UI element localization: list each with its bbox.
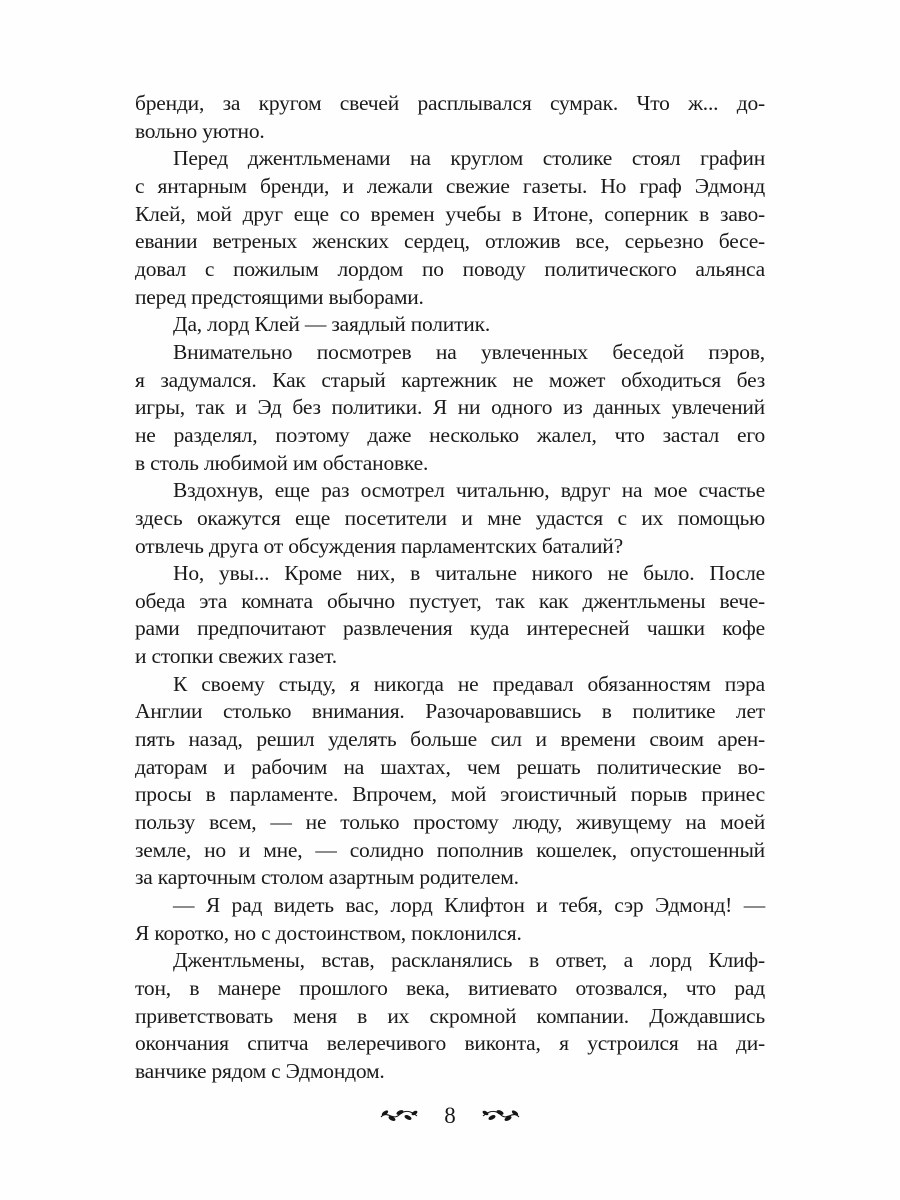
text-line: евании ветреных женских сердец, отложив все, серьезно бесе- xyxy=(135,229,765,254)
text-line: — Я рад видеть вас, лорд Клифтон и тебя, сэр Эдмонд! — xyxy=(173,893,765,918)
paragraph xyxy=(135,477,765,560)
paragraph xyxy=(135,892,765,947)
paragraph xyxy=(135,560,765,671)
text-line: игры, так и Эд без политики. Я ни одного из данных увлечений xyxy=(135,395,765,420)
text-line: тон, в манере прошлого века, витиевато отозвался, что рад xyxy=(135,976,765,1000)
paragraph xyxy=(135,671,765,892)
text-line: пять назад, решил уделять больше сил и времени своим арен- xyxy=(135,727,765,752)
text-line: Вздохнув, еще раз осмотрел читальню, вдруг на мое счастье xyxy=(173,478,765,503)
text-line: земле, но и мне, — солидно пополнив кошелек, опустошенный xyxy=(135,837,765,862)
text-line: Да, лорд Клей — заядлый политик. xyxy=(173,312,491,337)
text-line: Джентльмены, встав, раскланялись в ответ, а лорд Клиф- xyxy=(173,948,765,973)
fleuron-right-icon xyxy=(482,1108,520,1123)
fleuron-left-icon xyxy=(380,1108,418,1123)
text-line: перед предстоящими выборами. xyxy=(135,284,424,309)
text-line: просы в парламенте. Впрочем, мой эгоистичный порыв принес xyxy=(135,782,765,807)
text-line: даторам и рабочим на шахтах, чем решать политические во- xyxy=(135,754,765,779)
text-line: в столь любимой им обстановке. xyxy=(135,450,429,475)
page-number: 8 xyxy=(444,1103,456,1128)
paragraph xyxy=(135,339,765,477)
text-line: Клей, мой друг еще со времен учебы в Итоне, соперник в заво- xyxy=(135,201,765,226)
text-line: довал с пожилым лордом по поводу политического альянса xyxy=(135,256,765,281)
text-line: Перед джентльменами на круглом столике стоял графин xyxy=(173,146,765,171)
text-line: я задумался. Как старый картежник не может обходиться без xyxy=(135,367,765,392)
paragraph xyxy=(135,947,765,1085)
paragraph xyxy=(135,90,765,145)
text-line: и стопки свежих газет. xyxy=(135,644,337,669)
paragraph xyxy=(135,311,765,339)
text-line: Англии столько внимания. Разочаровавшись в политике лет xyxy=(135,699,765,724)
text-line: обеда эта комната обычно пустует, так как джентльмены вече- xyxy=(135,588,765,613)
text-line: ванчике рядом с Эдмондом. xyxy=(135,1058,385,1083)
page-footer xyxy=(0,1104,900,1127)
text-line: не разделял, поэтому даже несколько жалел, что застал его xyxy=(135,422,765,447)
text-line: за карточным столом азартным родителем. xyxy=(135,865,519,890)
text-line: здесь окажутся еще посетители и мне удастся с их помощью xyxy=(135,505,765,530)
page-text-block xyxy=(135,90,765,1086)
paragraph xyxy=(135,145,765,311)
text-line: вольно уютно. xyxy=(135,118,265,143)
text-line: приветствовать меня в их скромной компании. Дождавшись xyxy=(135,1003,765,1028)
text-line: пользу всем, — не только простому люду, живущему на моей xyxy=(135,810,765,835)
text-line: отвлечь друга от обсуждения парламентских баталий? xyxy=(135,533,623,558)
text-line: окончания спитча велеречивого виконта, я устроился на ди- xyxy=(135,1031,765,1056)
text-line: Внимательно посмотрев на увлеченных беседой пэров, xyxy=(173,339,765,364)
text-line: с янтарным бренди, и лежали свежие газеты. Но граф Эдмонд xyxy=(135,173,765,198)
text-line: бренди, за кругом свечей расплывался сумрак. Что ж... до- xyxy=(135,91,765,115)
text-line: рами предпочитают развлечения куда интересней чашки кофе xyxy=(135,616,765,641)
text-line: Но, увы... Кроме них, в читальне никого не было. После xyxy=(173,561,765,586)
text-line: Я коротко, но с достоинством, поклонился. xyxy=(135,920,522,945)
text-line: К своему стыду, я никогда не предавал обязанностям пэра xyxy=(173,671,765,696)
